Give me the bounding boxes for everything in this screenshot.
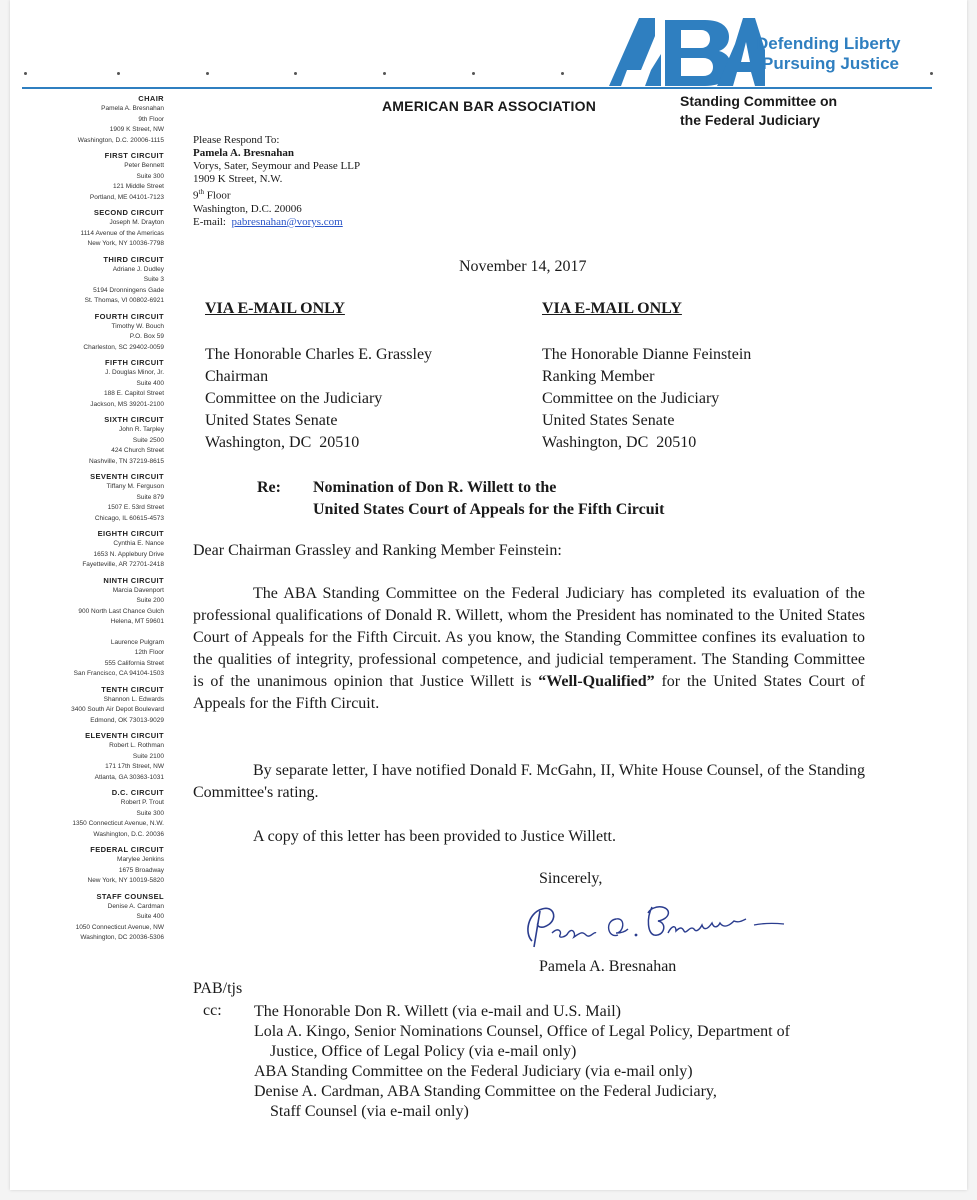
sidebar-line: Timothy W. Bouch	[111, 322, 164, 330]
address-line: United States Senate	[205, 412, 338, 429]
sidebar-line: 555 California Street	[104, 659, 164, 667]
sidebar-group-title: SIXTH CIRCUIT	[104, 415, 164, 424]
sidebar-line: Washington, DC 20036-5306	[80, 934, 164, 941]
sidebar-line: 1050 Connecticut Avenue, NW	[75, 923, 164, 931]
sidebar-line: Atlanta, GA 30363-1031	[94, 773, 164, 781]
sidebar-line: Suite 400	[136, 913, 164, 920]
sidebar-line: Joseph M. Drayton	[109, 219, 164, 226]
sidebar-line: St. Thomas, VI 00802-6921	[84, 297, 164, 304]
address-line: Washington, DC 20510	[205, 434, 360, 451]
committee-line: the Federal Judiciary	[680, 112, 821, 128]
address-line: Committee on the Judiciary	[205, 390, 383, 407]
paragraph-text: for the United States Court of Appeals for the Fifth Circuit.	[193, 673, 865, 712]
subject-line-2: United States Court of Appeals for the Fifth Circuit	[313, 501, 665, 518]
floor-suffix: th	[198, 188, 204, 196]
sidebar-line: New York, NY 10036-7798	[87, 240, 164, 247]
sidebar-line: 12th Floor	[134, 649, 164, 656]
re-label: Re:	[257, 479, 281, 496]
subject-line	[257, 477, 664, 521]
sidebar-line: Tiffany M. Ferguson	[106, 483, 164, 490]
sidebar-line: 121 Middle Street	[113, 183, 164, 190]
respond-floor	[193, 186, 360, 203]
sidebar-line: Suite 200	[136, 597, 164, 604]
sidebar-group-title: FIFTH CIRCUIT	[105, 358, 164, 367]
sidebar-line: Shannon L. Edwards	[103, 695, 164, 703]
sidebar-group	[22, 311, 164, 354]
sidebar-group-title: CHAIR	[138, 94, 164, 103]
header-dot	[206, 72, 209, 75]
sidebar-group	[22, 150, 164, 203]
aba-tagline	[756, 34, 901, 74]
header-dot	[472, 72, 475, 75]
respond-city: Washington, D.C. 20006	[193, 202, 302, 215]
salutation: Dear Chairman Grassley and Ranking Member Feinstein:	[193, 542, 562, 559]
sidebar-group	[22, 575, 164, 680]
sidebar-line: Robert L. Rothman	[109, 742, 164, 749]
sidebar-group	[22, 844, 164, 887]
sidebar-group	[22, 528, 164, 571]
sidebar-group-title: FOURTH CIRCUIT	[94, 311, 164, 321]
sidebar-group-title: ELEVENTH CIRCUIT	[85, 731, 164, 740]
sidebar-line: Suite 300	[136, 172, 164, 180]
respond-to-block	[193, 134, 360, 229]
address-line: United States Senate	[542, 412, 675, 429]
sidebar-line: Helena, MT 59601	[110, 618, 164, 625]
sidebar-group-title: FEDERAL CIRCUIT	[90, 845, 164, 854]
tagline-line: Defending Liberty	[756, 34, 901, 53]
cc-label: cc:	[203, 1002, 222, 1019]
sidebar-group-title: TENTH CIRCUIT	[101, 684, 164, 694]
sidebar-line: 1675 Broadway	[118, 866, 164, 874]
floor-number: 9	[193, 189, 199, 202]
header-rule	[22, 87, 932, 89]
sidebar-group	[22, 471, 164, 524]
sidebar-line: San Francisco, CA 94104-1503	[73, 670, 164, 677]
sidebar-group	[22, 254, 164, 307]
committee-name	[680, 92, 837, 130]
letter-page	[10, 0, 967, 1190]
sidebar-group-title: EIGHTH CIRCUIT	[97, 529, 164, 538]
handwritten-signature	[518, 893, 788, 953]
typist-initials: PAB/tjs	[193, 980, 243, 997]
via-email-label: VIA E-MAIL ONLY	[205, 300, 345, 317]
sidebar-line: 1507 E. 53rd Street	[107, 504, 164, 511]
address-line: Washington, DC 20510	[542, 434, 697, 451]
sidebar-group	[22, 357, 164, 410]
sidebar-line: 9th Floor	[138, 115, 164, 123]
committee-roster-sidebar	[22, 93, 164, 948]
cc-item	[254, 1082, 864, 1122]
cc-list	[254, 1002, 864, 1122]
sidebar-line: Marcia Davenport	[112, 586, 164, 594]
sidebar-line: J. Douglas Minor, Jr.	[105, 369, 164, 376]
recipient-address-feinstein	[542, 344, 751, 454]
sidebar-line: Denise A. Cardman	[107, 902, 164, 910]
sidebar-line: Portland, ME 04101-7123	[89, 193, 164, 201]
cc-line: ABA Standing Committee on the Federal Judiciary (via e-mail only)	[254, 1063, 693, 1080]
header-dot	[383, 72, 386, 75]
committee-line: Standing Committee on	[680, 93, 838, 109]
tagline-line: Pursuing Justice	[762, 54, 899, 73]
sidebar-line: 3400 South Air Depot Boulevard	[71, 706, 164, 713]
cc-item	[254, 1062, 864, 1082]
sidebar-line: Marylee Jenkins	[117, 856, 164, 863]
sidebar-line: 1909 K Street, NW	[109, 126, 164, 133]
organization-name: AMERICAN BAR ASSOCIATION	[382, 98, 597, 114]
sidebar-line: New York, NY 10019-5820	[87, 877, 164, 884]
sidebar-line: John R. Tarpley	[118, 426, 164, 433]
address-line: Committee on the Judiciary	[542, 390, 720, 407]
email-label: E-mail:	[193, 215, 232, 228]
cc-line: Justice, Office of Legal Policy (via e-mail only)	[270, 1043, 577, 1060]
paragraph-text: The ABA Standing Committee on the Federal Judiciary has completed its evaluation of the professional qualifications of Donald R. Willett, whom the President has nominated to the United States Court of Appeals for the Fifth Circuit. As you know, the Standing Committee confines its evaluation to the qualities of integrity, professional competence, and judicial temperament. The Standing Committee is of the unanimous opinion that Justice Willett is	[193, 585, 865, 690]
closing-sincerely: Sincerely,	[539, 870, 603, 887]
signer-name: Pamela A. Bresnahan	[539, 958, 677, 975]
cc-item	[254, 1002, 864, 1022]
sidebar-line: Cynthia E. Nance	[113, 540, 164, 547]
sidebar-line: Charleston, SC 29402-0059	[83, 343, 164, 351]
sidebar-group	[22, 891, 164, 944]
sidebar-line: 424 Church Street	[111, 447, 164, 454]
body-paragraph-2: By separate letter, I have notified Donald F. McGahn, II, White House Counsel, of the Standing Committee's rating.	[193, 762, 865, 801]
address-line: Chairman	[205, 368, 269, 385]
cc-line: Lola A. Kingo, Senior Nominations Counsel, Office of Legal Policy, Department of	[254, 1023, 790, 1040]
sidebar-line: Suite 300	[136, 809, 164, 817]
via-email-label: VIA E-MAIL ONLY	[542, 300, 682, 317]
sidebar-line: 5194 Dronningens Gade	[93, 286, 164, 294]
sidebar-group-title: SECOND CIRCUIT	[93, 208, 164, 217]
sidebar-group	[22, 684, 164, 727]
sidebar-line: Adriane J. Dudley	[112, 265, 164, 273]
sidebar-group	[22, 93, 164, 146]
floor-word: Floor	[203, 189, 231, 202]
respond-name: Pamela A. Bresnahan	[193, 147, 294, 159]
cc-line: Denise A. Cardman, ABA Standing Committee on the Federal Judiciary,	[254, 1083, 717, 1100]
letter-date: November 14, 2017	[459, 258, 587, 275]
sidebar-line: 188 E. Capitol Street	[104, 390, 164, 397]
subject-line-1	[257, 477, 664, 499]
recipient-address-grassley	[205, 344, 432, 454]
sidebar-group	[22, 730, 164, 783]
address-line: The Honorable Dianne Feinstein	[542, 346, 752, 363]
sidebar-group-title: FIRST CIRCUIT	[104, 151, 164, 160]
respond-heading: Please Respond To:	[193, 134, 280, 146]
sidebar-line: Suite 2100	[132, 752, 164, 760]
respond-firm: Vorys, Sater, Seymour and Pease LLP	[193, 160, 361, 172]
sidebar-line: Robert P. Trout	[120, 799, 164, 806]
cc-line: Staff Counsel (via e-mail only)	[270, 1103, 469, 1120]
sidebar-group	[22, 414, 164, 467]
header-dot	[294, 72, 297, 75]
sidebar-line: Jackson, MS 39201-2100	[90, 400, 164, 408]
header-dot	[561, 72, 564, 75]
sidebar-line: Suite 3	[143, 276, 164, 283]
sidebar-line: 900 North Last Chance Gulch	[78, 607, 164, 615]
sidebar-line: 171 17th Street, NW	[105, 763, 164, 770]
sidebar-line: Nashville, TN 37219-8615	[88, 457, 164, 465]
address-line: The Honorable Charles E. Grassley	[205, 346, 433, 363]
respond-street: 1909 K Street, N.W.	[193, 173, 283, 185]
body-paragraph-3: A copy of this letter has been provided to Justice Willett.	[253, 828, 616, 845]
sidebar-group-title: THIRD CIRCUIT	[103, 254, 164, 264]
sidebar-group-title: NINTH CIRCUIT	[103, 575, 164, 585]
sidebar-line: 1350 Connecticut Avenue, N.W.	[72, 820, 164, 827]
sidebar-line: 1653 N. Applebury Drive	[93, 550, 164, 558]
sidebar-line: Suite 2500	[132, 436, 164, 444]
sidebar-group-title: D.C. CIRCUIT	[111, 788, 164, 797]
sidebar-group-title: STAFF COUNSEL	[96, 891, 164, 901]
rating-text: “Well-Qualified”	[538, 673, 655, 690]
sidebar-group	[22, 787, 164, 840]
sidebar-group	[22, 207, 164, 250]
body-paragraph-1	[193, 583, 865, 715]
header-dot	[117, 72, 120, 75]
sidebar-line: Suite 400	[136, 379, 164, 387]
sidebar-line: Edmond, OK 73013-9029	[90, 716, 164, 724]
sidebar-line: Fayetteville, AR 72701-2418	[82, 561, 164, 568]
address-line: Ranking Member	[542, 368, 655, 385]
sidebar-line: 1114 Avenue of the Americas	[80, 229, 164, 237]
sidebar-line: Chicago, IL 60615-4573	[94, 514, 164, 522]
sidebar-group-title: SEVENTH CIRCUIT	[90, 472, 164, 481]
sidebar-line: P.O. Box 59	[129, 333, 164, 340]
sidebar-line	[22, 628, 164, 638]
re-text: Nomination of Don R. Willett to the	[313, 479, 557, 496]
sidebar-line: Washington, D.C. 20036	[93, 830, 164, 838]
email-link[interactable]: pabresnahan@vorys.com	[231, 215, 343, 228]
sidebar-line: Peter Bennett	[124, 162, 164, 169]
sidebar-line: Suite 879	[136, 493, 164, 501]
aba-logo	[605, 14, 765, 86]
header-dot	[24, 72, 27, 75]
sidebar-line: Washington, D.C. 20006-1115	[77, 136, 164, 144]
sidebar-line: Laurence Pulgram	[110, 638, 164, 646]
sidebar-line: Pamela A. Bresnahan	[101, 105, 164, 112]
cc-item	[254, 1022, 864, 1062]
cc-line: The Honorable Don R. Willett (via e-mail and U.S. Mail)	[254, 1003, 621, 1020]
respond-email-line	[193, 216, 360, 229]
header-dot	[930, 72, 933, 75]
